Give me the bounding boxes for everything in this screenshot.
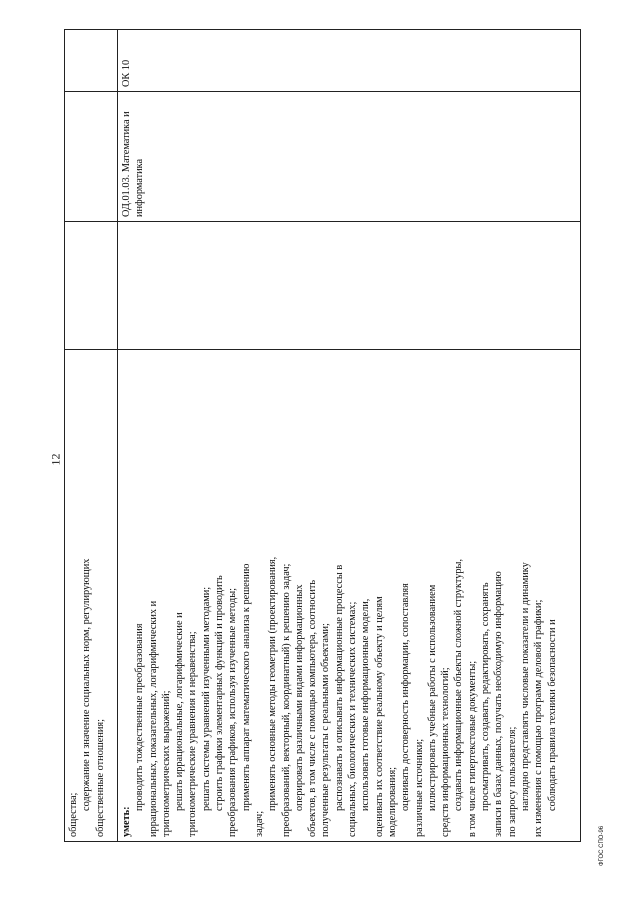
text-line: записи в базах данных, получать необходимую информацию (493, 571, 505, 837)
competency-table (64, 29, 581, 842)
text-line: иррациональных, показательных, логарифмических и (147, 600, 159, 837)
text-line: иллюстрировать учебные работы с использованием (426, 584, 438, 811)
text-line: строить графики элементарных функций и проводить (214, 575, 226, 811)
table-row (65, 30, 118, 842)
text-line: различные источники; (413, 738, 425, 837)
skills-cell (118, 350, 581, 842)
text-line: социальных, биологических и технических системах; (347, 601, 359, 837)
text-line: средств информационных технологий; (440, 667, 452, 837)
text-line: общественные отношения; (94, 719, 106, 837)
text-line: использовать готовые информационные модели, (360, 598, 372, 811)
text-line: оперировать различными видами информационных (293, 584, 305, 811)
text-line: применять основные методы геометрии (проектирования, (267, 556, 279, 811)
text-line: полученные результаты с реальными объектами; (320, 623, 332, 837)
text-line: создавать информационные объекты сложной структуры, (453, 558, 465, 811)
text-line: применять аппарат математического анализа к решению (240, 563, 252, 811)
text-line: задач; (253, 810, 265, 837)
discipline-cell: ОД.01.03. Математика и информатика (118, 92, 581, 222)
table-row (118, 30, 581, 842)
competency-code-cell: ОК 10 (118, 30, 581, 92)
text-line: просматривать, создавать, редактировать, сохранять (480, 582, 492, 811)
empty-cell (118, 222, 581, 350)
text-line: тригонометрические уравнения и неравенства; (187, 631, 199, 837)
text-line: оценивать их соответствие реальному объекту и целям (373, 596, 385, 837)
empty-cell (65, 92, 118, 222)
text-line: моделирования; (386, 766, 398, 837)
knowledge-cell (65, 350, 118, 842)
empty-cell (65, 30, 118, 92)
text-line: оценивать достоверность информации, сопоставляя (400, 583, 412, 811)
rotated-page-content (64, 30, 581, 842)
text-line: тригонометрических выражений; (160, 690, 172, 837)
text-line: распознавать и описывать информационные процессы в (333, 564, 345, 811)
text-line: объектов, в том числе с помощью компьютера, соотносить (307, 579, 319, 837)
footer-standard-label: ФГОС СПО-96 (599, 825, 605, 866)
empty-cell (65, 222, 118, 350)
text-line: решать иррациональные, логарифмические и (174, 612, 186, 811)
text-line: соблюдать правила техники безопасности и (546, 619, 558, 811)
text-line: по запросу пользователя; (506, 726, 518, 837)
skills-heading: уметь: (121, 806, 132, 837)
text-line: проводить тождественные преобразования (134, 623, 146, 811)
text-line: преобразования графиков, используя изученные методы; (227, 587, 239, 837)
text-line: общества; (68, 792, 79, 837)
text-line: решать системы уравнений изученными методами; (200, 586, 212, 811)
text-line: наглядно представлять числовые показатели и динамику (519, 562, 531, 811)
text-line: их изменения с помощью программ деловой графики; (533, 599, 545, 837)
text-line: преобразований, векторный, координатный) к решению задач; (280, 563, 292, 837)
text-line: в том числе гипертекстовые документы; (466, 660, 478, 837)
page-number: 12 (48, 453, 63, 466)
text-line: содержание и значение социальных норм, регулирующих (81, 558, 93, 811)
